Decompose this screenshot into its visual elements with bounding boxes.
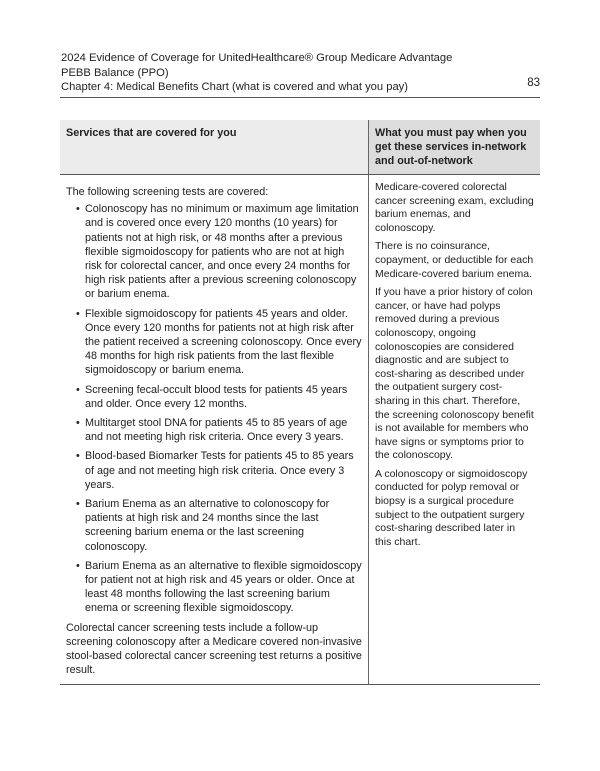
benefits-table	[60, 120, 540, 685]
cost-paragraph: If you have a prior history of colon cancer, or have had polyps removed during a previous colonoscopy, ongoing colonoscopies are considered diagnostic and are subject to cost-sharing as described under the outpatient surgery cost-sharing in this chart. Therefore, the screening colonoscopy benefit is not available for members who have signs or symptoms prior to the colonoscopy.	[375, 286, 534, 462]
cost-column-header: What you must pay when you get these services in-network and out-of-network	[369, 120, 541, 175]
chapter-title: Chapter 4: Medical Benefits Chart (what is covered and what you pay)	[61, 81, 408, 93]
table-row	[60, 175, 540, 685]
page-header	[61, 51, 481, 95]
cost-paragraph: There is no coinsurance, copayment, or deductible for each Medicare-covered barium enema.	[375, 240, 534, 280]
header-divider	[60, 97, 540, 98]
document-title: 2024 Evidence of Coverage for UnitedHealthcare® Group Medicare Advantage PEBB Balance (PPO)	[61, 52, 453, 79]
services-column-header: Services that are covered for you	[60, 120, 369, 175]
services-cell	[60, 175, 369, 685]
list-item: • Barium Enema as an alternative to flexible sigmoidoscopy for patient not at high risk and 45 years or older. Once at least 48 months following the last screening barium enema or screening flexible sigmoidoscopy.	[76, 559, 362, 616]
intro-text: The following screening tests are covered:	[66, 186, 269, 198]
screening-list	[76, 202, 362, 615]
list-item: • Screening fecal-occult blood tests for patients 45 years and older. Once every 12 months.	[76, 383, 362, 411]
table-header-row	[60, 120, 540, 175]
closing-text: Colorectal cancer screening tests include a follow-up screening colonoscopy after a Medicare covered non-invasive stool-based colorectal cancer screening test returns a positive result.	[66, 621, 362, 677]
list-item: • Multitarget stool DNA for patients 45 to 85 years of age and not meeting high risk criteria. Once every 3 years.	[76, 416, 362, 444]
list-item: • Barium Enema as an alternative to colonoscopy for patients at high risk and 24 months since the last screening barium enema or the last screening colonoscopy.	[76, 497, 362, 554]
page-number: 83	[527, 77, 540, 89]
cost-cell	[369, 175, 541, 685]
cost-paragraph: Medicare-covered colorectal cancer screening exam, excluding barium enemas, and colonoscopy.	[375, 181, 534, 234]
cost-paragraph: A colonoscopy or sigmoidoscopy conducted for polyp removal or biopsy is a surgical procedure subject to the outpatient surgery cost-sharing described later in this chart.	[375, 467, 528, 548]
list-item: • Flexible sigmoidoscopy for patients 45 years and older. Once every 120 months for patients not at high risk after the patient received a screening colonoscopy. Once every 48 months for high risk patients from the last flexible sigmoidoscopy or barium enema.	[76, 307, 362, 378]
list-item: • Blood-based Biomarker Tests for patients 45 to 85 years of age and not meeting high risk criteria. Once every 3 years.	[76, 449, 362, 492]
list-item: • Colonoscopy has no minimum or maximum age limitation and is covered once every 120 months (10 years) for patients not at high risk, or 48 months after a previous flexible sigmoidoscopy for patients who are not at high risk for colorectal cancer, and once every 24 months for high risk patients after a previous screening colonoscopy or barium enema.	[76, 202, 362, 301]
